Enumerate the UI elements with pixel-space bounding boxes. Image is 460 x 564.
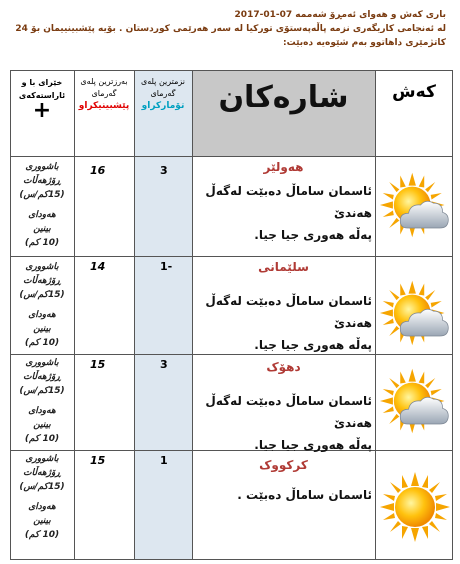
cities-title: شارەکان [218,80,349,115]
table-row [10,450,453,559]
plus-icon: + [32,98,52,123]
forecast-table [10,70,453,560]
min-temp-value: 1 [160,454,168,467]
city-name: هەولێر [263,160,304,174]
weather-description: ئاسمان ساماڵ دەبێت . [237,488,372,502]
header-forecast-line-2: کاتژمێری داهاتوو بەم شێوەیە دەبێت: [282,38,446,48]
max-temp-value: 16 [90,164,106,177]
sun-cloud-icon [380,278,450,348]
city-name: دهۆک [266,360,301,374]
max-temp-value: 15 [90,358,106,371]
wind-header-line2: ئاراستەکەی [18,91,66,100]
city-name: کرکووک [259,458,308,472]
page-header [0,0,460,68]
cities-header [192,70,375,156]
max-temp-value: 15 [90,454,106,467]
min-header-line2: گەرمای [150,89,176,98]
weather-description: ئاسمان ساماڵ دەبێت لەگەڵ هەندێ پەڵە هەوری جیا جیا. [205,294,372,352]
wind-info: باشووری ڕۆژهەڵات (15کم/س) هەودای بینین (10 کم) [19,162,65,248]
header-forecast-line: لە ئەنجامی کاریگەری نزمە پاڵەپەستۆی تورکیا لە سەر هەرێمی کوردستان . بۆیە پێشبینییمان بۆ 24 [15,24,446,34]
header-date-line: باری کەش و هەوای ئەمڕۆ شەممە 07-01-2017 [234,10,446,20]
min-temp-value: 1- [160,260,173,273]
wind-header [10,70,74,162]
sun-cloud-icon [380,366,450,436]
max-header-line2: گەرمای [91,89,117,98]
weather-description: ئاسمان ساماڵ دەبێت لەگەڵ هەندێ پەڵە هەوری جیا جیا. [205,394,372,452]
weather-description: ئاسمان ساماڵ دەبێت لەگەڵ هەندێ پەڵە هەوری جیا جیا. [205,184,372,242]
table-row [10,354,453,450]
max-temp-header [74,70,134,162]
max-header-line1: بەرزترین پلەی [80,77,128,86]
min-header-label: تۆمارکراو [141,101,185,111]
wind-info: باشووری ڕۆژهەڵات (15کم/س) هەودای بینین (10 کم) [19,358,65,444]
min-header-line1: نزمترین پلەی [140,77,186,86]
table-row [10,156,453,256]
max-header-label: پێشبینیکراو [78,101,130,111]
max-temp-value: 14 [90,260,106,273]
table-row [10,256,453,354]
wind-info: باشووری ڕۆژهەڵات (15کم/س) هەودای بینین (10 کم) [19,262,65,348]
weather-title: کەش [392,82,436,102]
city-name: سلێمانی [258,260,309,274]
min-temp-value: 3 [160,164,168,177]
wind-info: باشووری ڕۆژهەڵات (15کم/س) هەودای بینین (10 کم) [19,454,65,540]
weather-header [375,70,453,156]
sun-icon [380,472,450,542]
sun-cloud-icon [380,170,450,240]
min-temp-value: 3 [160,358,168,371]
wind-header-line1: خێرای با و [21,78,63,87]
min-temp-header [134,70,192,162]
